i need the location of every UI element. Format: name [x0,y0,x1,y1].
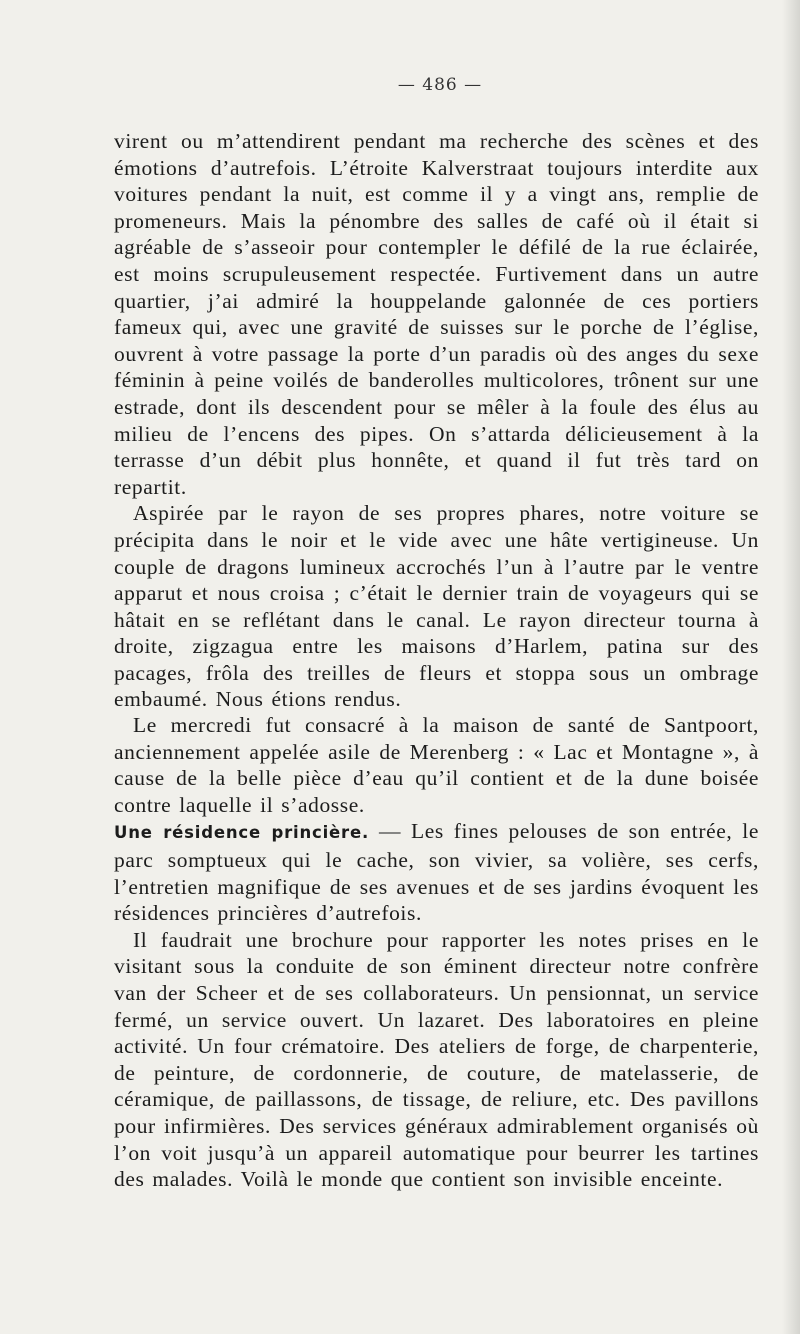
paragraph-santpoort: Le mercredi fut consacré à la maison de santé de Santpoort, anciennement appelée asile de Merenberg : « Lac et Montagne », à cause de la belle pièce d’eau qu’il contient et de la dune boisée contre laquelle il s’adosse. [114,713,759,817]
paragraph-night-drive: Aspirée par le rayon de ses propres phares, notre voiture se précipita dans le noir et le vide avec une hâte vertigineuse. Un couple de dragons lumineux accrochés l’un à l’autre par le ventre apparut et nous croisa ; c’était le dernier train de voyageurs qui se hâtait en se reflétant dans le canal. Le rayon directeur tourna à droite, zigzagua entre les maisons d’Harlem, patina sur des pacages, frôla des treilles de fleurs et stoppa sous un ombrage embaumé. Nous étions rendus. [114,501,759,712]
page-edge-shadow [782,0,800,1334]
paragraph-residence [114,818,759,926]
text-block-bottom [114,712,759,1193]
paragraph-residence-text: — Les fines pelouses de son entrée, le parc somptueux qui le cache, son vivier, sa volière, ses cerfs, l’entretien magnifique de ses avenues et de ses jardins évoquent les résidences princières d’autrefois. [114,819,759,926]
page-number: — 486 — [397,75,483,95]
text-block-top [114,128,759,713]
section-heading: Une résidence princière. [114,823,370,843]
paragraph-brochure: Il faudrait une brochure pour rapporter les notes prises en le visitant sous la conduite de son éminent directeur notre confrère van der Scheer et de ses collaborateurs. Un pensionnat, un service fermé, un service ouvert. Un lazaret. Des laboratoires en pleine activité. Un four crématoire. Des ateliers de forge, de charpenterie, de peinture, de cordonnerie, de couture, de matelasserie, de céramique, de paillassons, de tissage, de reliure, etc. Des pavillons pour infirmières. Des services généraux admirablement organisés où l’on voit jusqu’à un appareil automatique pour beurrer les tartines des malades. Voilà le monde que contient son invisible enceinte. [114,927,759,1192]
paragraph-continuation: virent ou m’attendirent pendant ma recherche des scènes et des émotions d’autrefois. L’étroite Kalverstraat toujours interdite aux voitures pendant la nuit, est comme il y a vingt ans, remplie de promeneurs. Mais la pénombre des salles de café où il était si agréable de s’asseoir pour contempler le défilé de la rue éclairée, est moins scrupuleusement respectée. Furtivement dans un autre quartier, j’ai admiré la houppelande galonnée de ces portiers fameux qui, avec une gravité de suisses sur le porche de l’église, ouvrent à votre passage la porte d’un paradis où des anges du sexe féminin à peine voilés de banderolles multicolores, trônent sur une estrade, dont ils descendent pour se mêler à la foule des élus au milieu de l’encens des pipes. On s’attarda délicieusement à la terrasse d’un débit plus honnête, et quand il fut très tard on repartit. [114,129,759,499]
